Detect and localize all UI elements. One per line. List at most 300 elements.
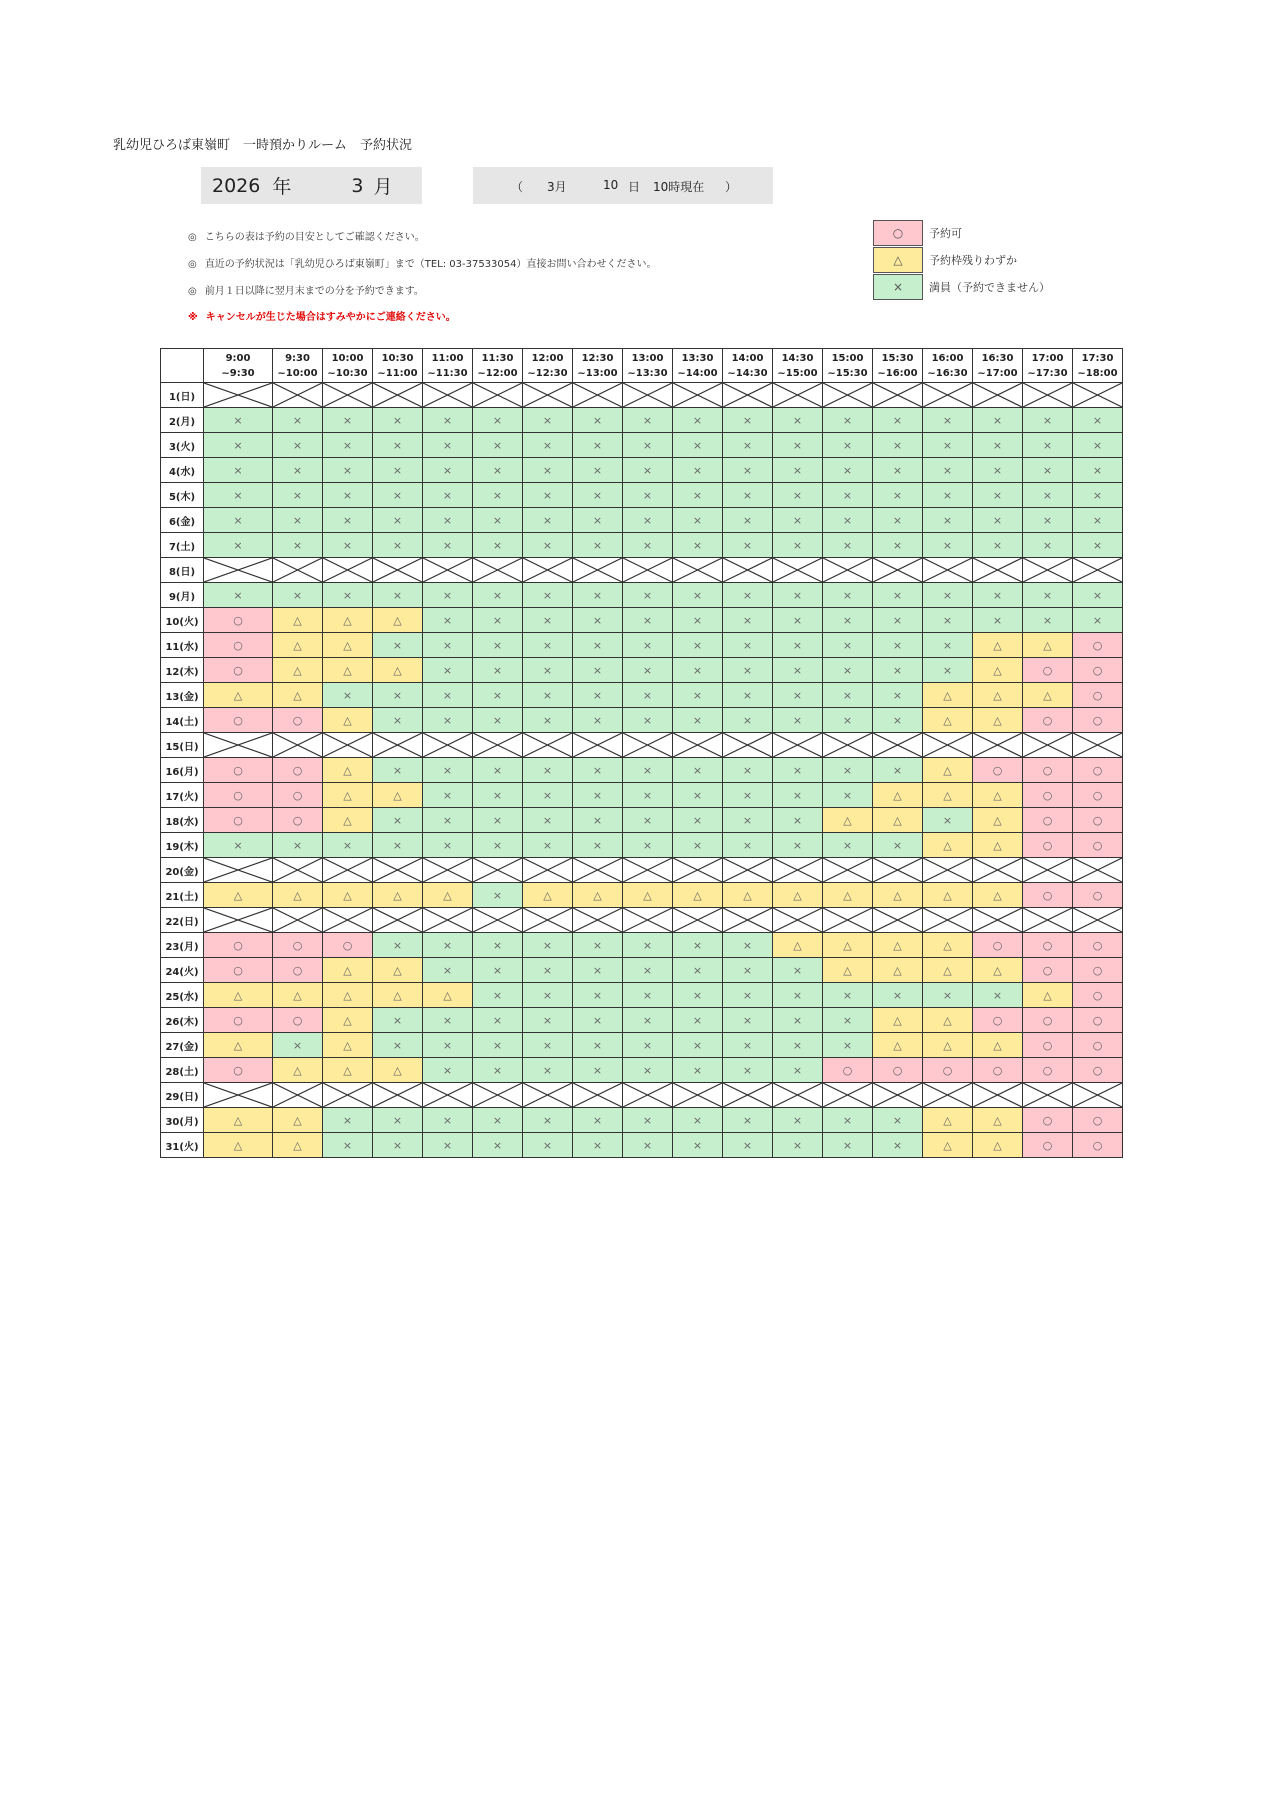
slot-full: × (523, 1133, 573, 1158)
slot-full: × (623, 1058, 673, 1083)
slot-full: × (823, 833, 873, 858)
slot-full: × (823, 1108, 873, 1133)
closed-cross-icon (1023, 858, 1072, 882)
closed-cross-icon (623, 383, 672, 407)
slot-available: ○ (1023, 933, 1073, 958)
slot-full: × (523, 758, 573, 783)
legend-label: 予約枠残りわずか (929, 254, 1017, 267)
closed-cross-icon (204, 858, 272, 882)
slot-few-left: △ (273, 633, 323, 658)
closed-cell (373, 1083, 423, 1108)
slot-full: × (423, 958, 473, 983)
slot-few-left: △ (1023, 633, 1073, 658)
closed-cross-icon (573, 733, 622, 757)
slot-full: × (923, 483, 973, 508)
closed-cell (773, 858, 823, 883)
slot-full: × (473, 933, 523, 958)
closed-cross-icon (823, 558, 872, 582)
slot-full: × (273, 533, 323, 558)
slot-full: × (673, 758, 723, 783)
closed-cell (423, 383, 473, 408)
closed-cell (273, 908, 323, 933)
slot-few-left: △ (823, 883, 873, 908)
slot-full: × (723, 633, 773, 658)
slot-full: × (473, 533, 523, 558)
slot-available: ○ (1023, 883, 1073, 908)
closed-cell (773, 558, 823, 583)
slot-full: × (773, 1058, 823, 1083)
closed-cross-icon (323, 1083, 372, 1107)
slot-full: × (473, 483, 523, 508)
slot-available: ○ (204, 708, 273, 733)
slot-full: × (773, 808, 823, 833)
closed-cell (373, 858, 423, 883)
legend (873, 220, 1050, 301)
table-row (161, 558, 1123, 583)
table-row (161, 733, 1123, 758)
slot-full: × (373, 533, 423, 558)
slot-full: × (473, 1008, 523, 1033)
closed-cell (923, 858, 973, 883)
slot-full: × (1023, 458, 1073, 483)
closed-cross-icon (523, 733, 572, 757)
note-text: 前月１日以降に翌月末までの分を予約できます。 (204, 286, 424, 297)
slot-full: × (323, 533, 373, 558)
time-slot-end: ~10:00 (277, 367, 318, 379)
closed-cell (973, 558, 1023, 583)
slot-few-left: △ (523, 883, 573, 908)
slot-full: × (273, 833, 323, 858)
closed-cross-icon (923, 1083, 972, 1107)
closed-cell (1023, 1083, 1073, 1108)
slot-full: × (573, 708, 623, 733)
slot-full: × (523, 633, 573, 658)
table-row (161, 883, 1123, 908)
note-mark: ◎ (188, 286, 197, 297)
slot-full: × (423, 533, 473, 558)
time-slot-header (423, 349, 473, 383)
slot-full: × (423, 608, 473, 633)
closed-cell (1023, 383, 1073, 408)
slot-full: × (773, 633, 823, 658)
day-label: 18(水) (161, 808, 204, 833)
slot-full: × (473, 758, 523, 783)
slot-full: × (673, 583, 723, 608)
legend-label: 予約可 (929, 227, 962, 240)
closed-cross-icon (823, 908, 872, 932)
slot-available: ○ (204, 658, 273, 683)
slot-few-left: △ (323, 1008, 373, 1033)
slot-few-left: △ (923, 833, 973, 858)
slot-full: × (573, 1008, 623, 1033)
time-slot-start: 10:00 (331, 352, 364, 364)
closed-cell (323, 383, 373, 408)
slot-full: × (523, 708, 573, 733)
slot-few-left: △ (273, 1133, 323, 1158)
slot-full: × (273, 433, 323, 458)
slot-full: × (273, 408, 323, 433)
slot-full: × (623, 683, 673, 708)
slot-full: × (523, 533, 573, 558)
closed-cross-icon (423, 383, 472, 407)
slot-full: × (923, 983, 973, 1008)
slot-full: × (723, 533, 773, 558)
slot-full: × (623, 583, 673, 608)
slot-full: × (673, 608, 723, 633)
table-row (161, 933, 1123, 958)
slot-available: ○ (1073, 983, 1123, 1008)
slot-available: ○ (1023, 758, 1073, 783)
slot-available: ○ (1073, 683, 1123, 708)
time-slot-start: 12:00 (531, 352, 564, 364)
time-slot-end: ~18:00 (1077, 367, 1118, 379)
slot-full: × (873, 458, 923, 483)
closed-cross-icon (523, 908, 572, 932)
slot-full: × (373, 433, 423, 458)
slot-full: × (573, 783, 623, 808)
slot-full: × (323, 833, 373, 858)
slot-full: × (873, 1108, 923, 1133)
slot-full: × (523, 583, 573, 608)
table-row (161, 508, 1123, 533)
slot-full: × (423, 408, 473, 433)
slot-full: × (723, 608, 773, 633)
slot-few-left: △ (973, 1033, 1023, 1058)
slot-full: × (473, 1133, 523, 1158)
day-label: 16(月) (161, 758, 204, 783)
slot-few-left: △ (873, 958, 923, 983)
slot-full: × (423, 483, 473, 508)
table-row (161, 1058, 1123, 1083)
slot-full: × (723, 1008, 773, 1033)
slot-full: × (673, 1033, 723, 1058)
slot-full: × (573, 983, 623, 1008)
slot-full: × (1073, 408, 1123, 433)
closed-cell (573, 383, 623, 408)
closed-cell (204, 558, 273, 583)
closed-cell (923, 383, 973, 408)
slot-available: ○ (1073, 658, 1123, 683)
slot-full: × (923, 583, 973, 608)
month-header (201, 167, 422, 204)
closed-cross-icon (1023, 383, 1072, 407)
closed-cross-icon (1023, 1083, 1072, 1107)
slot-full: × (523, 658, 573, 683)
slot-full: × (573, 1108, 623, 1133)
slot-few-left: △ (873, 933, 923, 958)
slot-full: × (373, 458, 423, 483)
closed-cross-icon (323, 858, 372, 882)
slot-full: × (923, 633, 973, 658)
time-slot-end: ~13:30 (627, 367, 668, 379)
closed-cross-icon (973, 383, 1022, 407)
closed-cell (204, 733, 273, 758)
closed-cell (323, 908, 373, 933)
slot-available: ○ (273, 808, 323, 833)
slot-available: ○ (1023, 1108, 1073, 1133)
table-row (161, 958, 1123, 983)
day-label: 25(水) (161, 983, 204, 1008)
slot-few-left: △ (323, 983, 373, 1008)
closed-cross-icon (1073, 558, 1122, 582)
slot-few-left: △ (973, 708, 1023, 733)
closed-cell (623, 558, 673, 583)
slot-full: × (1073, 583, 1123, 608)
slot-full: × (723, 458, 773, 483)
slot-few-left: △ (873, 883, 923, 908)
slot-full: × (623, 1133, 673, 1158)
note-mark: ※ (188, 312, 198, 323)
closed-cell (873, 733, 923, 758)
day-label: 29(日) (161, 1083, 204, 1108)
slot-full: × (473, 458, 523, 483)
slot-few-left: △ (204, 983, 273, 1008)
table-row (161, 1033, 1123, 1058)
slot-full: × (423, 1058, 473, 1083)
closed-cell (1073, 1083, 1123, 1108)
slot-full: × (204, 433, 273, 458)
closed-cell (973, 383, 1023, 408)
slot-full: × (473, 633, 523, 658)
slot-full: × (723, 408, 773, 433)
slot-full: × (723, 1033, 773, 1058)
slot-few-left: △ (273, 1108, 323, 1133)
closed-cross-icon (673, 733, 722, 757)
closed-cross-icon (873, 908, 922, 932)
slot-full: × (673, 958, 723, 983)
slot-full: × (823, 1033, 873, 1058)
slot-full: × (873, 683, 923, 708)
note-text: キャンセルが生じた場合はすみやかにご連絡ください。 (205, 312, 456, 323)
slot-available: ○ (973, 933, 1023, 958)
time-slot-start: 12:30 (581, 352, 614, 364)
slot-full: × (623, 608, 673, 633)
slot-full: × (423, 1133, 473, 1158)
time-slot-header (723, 349, 773, 383)
slot-full: × (423, 458, 473, 483)
slot-full: × (523, 683, 573, 708)
slot-few-left: △ (723, 883, 773, 908)
slot-full: × (973, 608, 1023, 633)
closed-cross-icon (323, 733, 372, 757)
note-mark: ◎ (188, 232, 197, 243)
day-label: 3(火) (161, 433, 204, 458)
slot-full: × (723, 933, 773, 958)
day-label: 13(金) (161, 683, 204, 708)
slot-full: × (623, 958, 673, 983)
closed-cell (523, 383, 573, 408)
table-row (161, 833, 1123, 858)
closed-cross-icon (573, 908, 622, 932)
slot-available: ○ (1023, 1008, 1073, 1033)
closed-cross-icon (204, 383, 272, 407)
closed-cell (373, 558, 423, 583)
closed-cross-icon (204, 733, 272, 757)
slot-full: × (523, 958, 573, 983)
table-row (161, 1133, 1123, 1158)
day-label: 4(水) (161, 458, 204, 483)
closed-cross-icon (1073, 1083, 1122, 1107)
slot-few-left: △ (623, 883, 673, 908)
slot-full: × (673, 433, 723, 458)
slot-full: × (723, 658, 773, 683)
slot-full: × (773, 408, 823, 433)
slot-full: × (673, 683, 723, 708)
legend-swatch-full: × (873, 274, 923, 300)
slot-few-left: △ (323, 608, 373, 633)
slot-full: × (873, 658, 923, 683)
slot-available: ○ (873, 1058, 923, 1083)
closed-cell (673, 383, 723, 408)
table-row (161, 458, 1123, 483)
time-slot-end: ~15:30 (827, 367, 868, 379)
slot-available: ○ (973, 1058, 1023, 1083)
slot-full: × (723, 983, 773, 1008)
closed-cell (473, 383, 523, 408)
slot-full: × (773, 708, 823, 733)
closed-cell (423, 733, 473, 758)
slot-full: × (873, 508, 923, 533)
slot-full: × (973, 458, 1023, 483)
closed-cross-icon (573, 858, 622, 882)
slot-full: × (623, 1033, 673, 1058)
slot-full: × (373, 1033, 423, 1058)
slot-full: × (373, 1008, 423, 1033)
time-slot-start: 9:30 (285, 352, 310, 364)
slot-few-left: △ (873, 808, 923, 833)
slot-full: × (823, 583, 873, 608)
slot-few-left: △ (1023, 683, 1073, 708)
time-slot-header (373, 349, 423, 383)
slot-few-left: △ (973, 783, 1023, 808)
closed-cross-icon (673, 383, 722, 407)
closed-cross-icon (473, 558, 522, 582)
closed-cell (623, 733, 673, 758)
slot-full: × (323, 408, 373, 433)
slot-available: ○ (1073, 633, 1123, 658)
closed-cross-icon (623, 558, 672, 582)
closed-cell (773, 908, 823, 933)
slot-full: × (723, 433, 773, 458)
closed-cell (273, 558, 323, 583)
time-slot-end: ~17:00 (977, 367, 1018, 379)
closed-cell (1073, 908, 1123, 933)
day-label: 2(月) (161, 408, 204, 433)
month-value: 3 (351, 174, 364, 197)
table-row (161, 633, 1123, 658)
slot-available: ○ (204, 958, 273, 983)
slot-full: × (573, 758, 623, 783)
slot-full: × (423, 658, 473, 683)
slot-available: ○ (1073, 783, 1123, 808)
slot-full: × (923, 508, 973, 533)
closed-cross-icon (273, 383, 322, 407)
slot-full: × (473, 808, 523, 833)
slot-full: × (873, 633, 923, 658)
slot-full: × (873, 433, 923, 458)
slot-few-left: △ (873, 783, 923, 808)
as-of-time: 10時現在 (653, 180, 705, 194)
slot-full: × (273, 1033, 323, 1058)
time-slot-end: ~10:30 (327, 367, 368, 379)
closed-cross-icon (323, 558, 372, 582)
closed-cell (273, 858, 323, 883)
slot-full: × (723, 758, 773, 783)
closed-cell (523, 908, 573, 933)
table-row (161, 808, 1123, 833)
slot-full: × (773, 533, 823, 558)
as-of-box (473, 167, 773, 204)
closed-cross-icon (573, 1083, 622, 1107)
slot-full: × (523, 833, 573, 858)
slot-full: × (773, 608, 823, 633)
slot-full: × (523, 608, 573, 633)
slot-full: × (373, 583, 423, 608)
closed-cell (523, 733, 573, 758)
slot-few-left: △ (873, 1033, 923, 1058)
closed-cross-icon (773, 908, 822, 932)
slot-few-left: △ (204, 1033, 273, 1058)
slot-few-left: △ (423, 983, 473, 1008)
slot-full: × (523, 1033, 573, 1058)
table-row (161, 533, 1123, 558)
day-label: 12(木) (161, 658, 204, 683)
slot-full: × (673, 833, 723, 858)
closed-cross-icon (673, 858, 722, 882)
closed-cell (723, 558, 773, 583)
closed-cell (204, 908, 273, 933)
slot-full: × (623, 508, 673, 533)
slot-full: × (823, 608, 873, 633)
slot-full: × (673, 508, 723, 533)
closed-cell (773, 1083, 823, 1108)
slot-full: × (623, 758, 673, 783)
time-slot-end: ~16:30 (927, 367, 968, 379)
slot-full: × (573, 483, 623, 508)
closed-cell (473, 558, 523, 583)
slot-available: ○ (1023, 808, 1073, 833)
slot-full: × (823, 508, 873, 533)
slot-full: × (673, 633, 723, 658)
slot-full: × (973, 583, 1023, 608)
slot-few-left: △ (423, 883, 473, 908)
slot-available: ○ (1023, 1033, 1073, 1058)
time-slot-header (1023, 349, 1073, 383)
closed-cell (723, 908, 773, 933)
closed-cross-icon (973, 858, 1022, 882)
slot-full: × (673, 458, 723, 483)
day-label: 8(日) (161, 558, 204, 583)
closed-cell (204, 858, 273, 883)
time-slot-header (773, 349, 823, 383)
slot-full: × (373, 933, 423, 958)
slot-full: × (573, 583, 623, 608)
slot-full: × (873, 533, 923, 558)
slot-full: × (923, 658, 973, 683)
slot-full: × (973, 533, 1023, 558)
slot-full: × (623, 1108, 673, 1133)
slot-full: × (523, 1108, 573, 1133)
slot-full: × (823, 483, 873, 508)
note-mark: ◎ (188, 259, 197, 270)
slot-full: × (473, 433, 523, 458)
slot-full: × (1073, 433, 1123, 458)
slot-full: × (673, 933, 723, 958)
closed-cross-icon (673, 558, 722, 582)
slot-full: × (823, 983, 873, 1008)
closed-cell (273, 1083, 323, 1108)
closed-cross-icon (473, 383, 522, 407)
